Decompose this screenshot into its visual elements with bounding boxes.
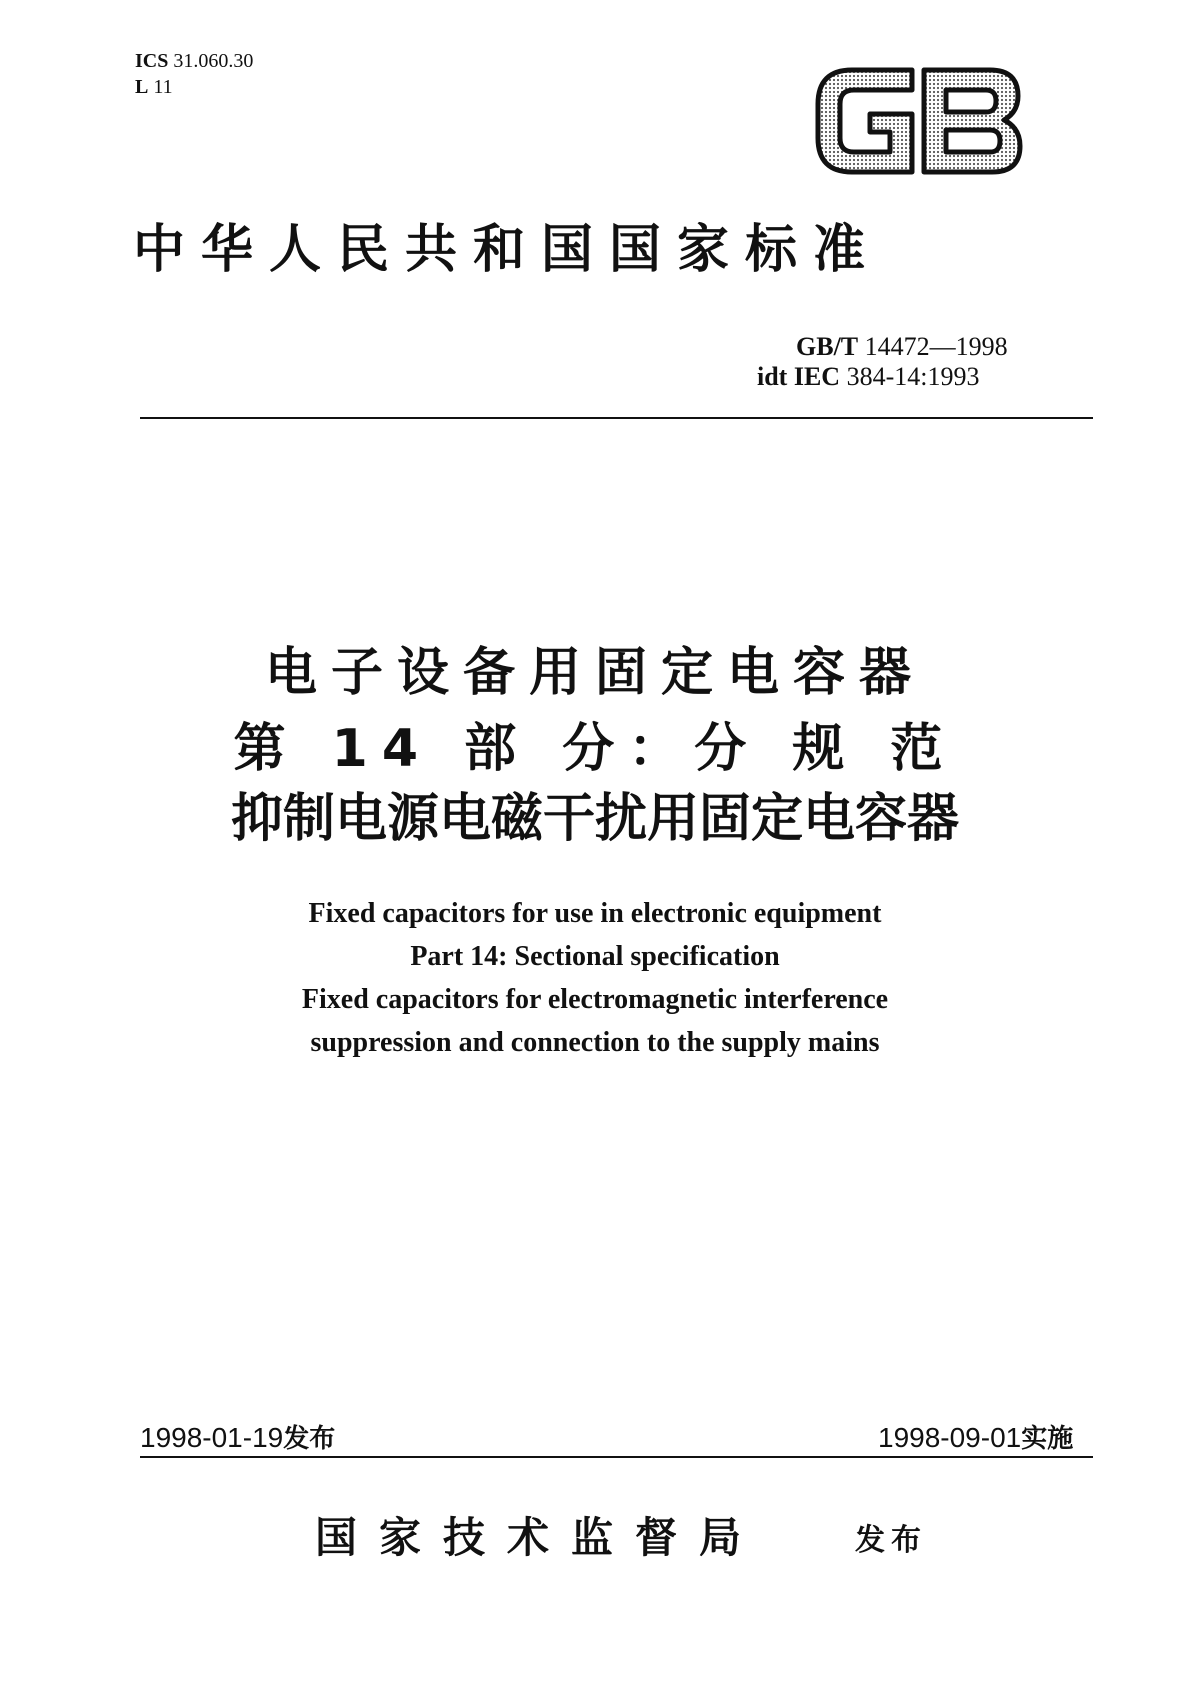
l-label: L: [135, 76, 149, 98]
issuer-action: 发布: [855, 1523, 927, 1558]
idt-line: [660, 362, 1060, 392]
l-line: [135, 74, 253, 100]
classification-block: [135, 48, 253, 100]
gbt-line: [660, 332, 1060, 362]
issue-date: 1998-01-19: [140, 1422, 284, 1453]
gb-logo: [812, 62, 1026, 180]
gbt-number: 14472—1998: [864, 332, 1008, 361]
ics-code: 31.060.30: [173, 50, 254, 72]
ics-label: ICS: [135, 50, 169, 72]
l-code: 11: [153, 76, 173, 98]
national-standard-title: 中华人民共和国国家标准: [133, 219, 882, 280]
idt-label: idt IEC: [757, 362, 841, 391]
issue-label: 发布: [283, 1424, 336, 1454]
issue-date-block: [140, 1418, 335, 1455]
issuer-name: 国家技术监督局: [315, 1513, 764, 1562]
effective-label: 实施: [1021, 1424, 1074, 1454]
gbt-label: GB/T: [796, 332, 859, 361]
idt-number: 384-14:1993: [846, 362, 980, 391]
cn-title-line-3: 抑制电源电磁干扰用固定电容器: [230, 789, 959, 849]
ics-line: [135, 48, 253, 74]
top-divider: [140, 417, 1093, 419]
effective-date-block: [878, 1418, 1073, 1455]
standard-number-block: [660, 332, 1060, 392]
cn-title-line-1: 电子设备用固定电容器: [264, 643, 925, 703]
bottom-divider: [140, 1456, 1093, 1458]
en-title-line-3: Fixed capacitors for electromagnetic interference: [301, 984, 889, 1015]
en-title-line-1: Fixed capacitors for use in electronic equipment: [308, 898, 882, 929]
en-title-line-2: Part 14: Sectional specification: [410, 941, 780, 972]
en-title-line-4: suppression and connection to the supply mains: [310, 1027, 880, 1058]
cn-title-line-2: 第 14 部 分：分 规 范: [233, 719, 957, 779]
effective-date: 1998-09-01: [878, 1422, 1022, 1453]
